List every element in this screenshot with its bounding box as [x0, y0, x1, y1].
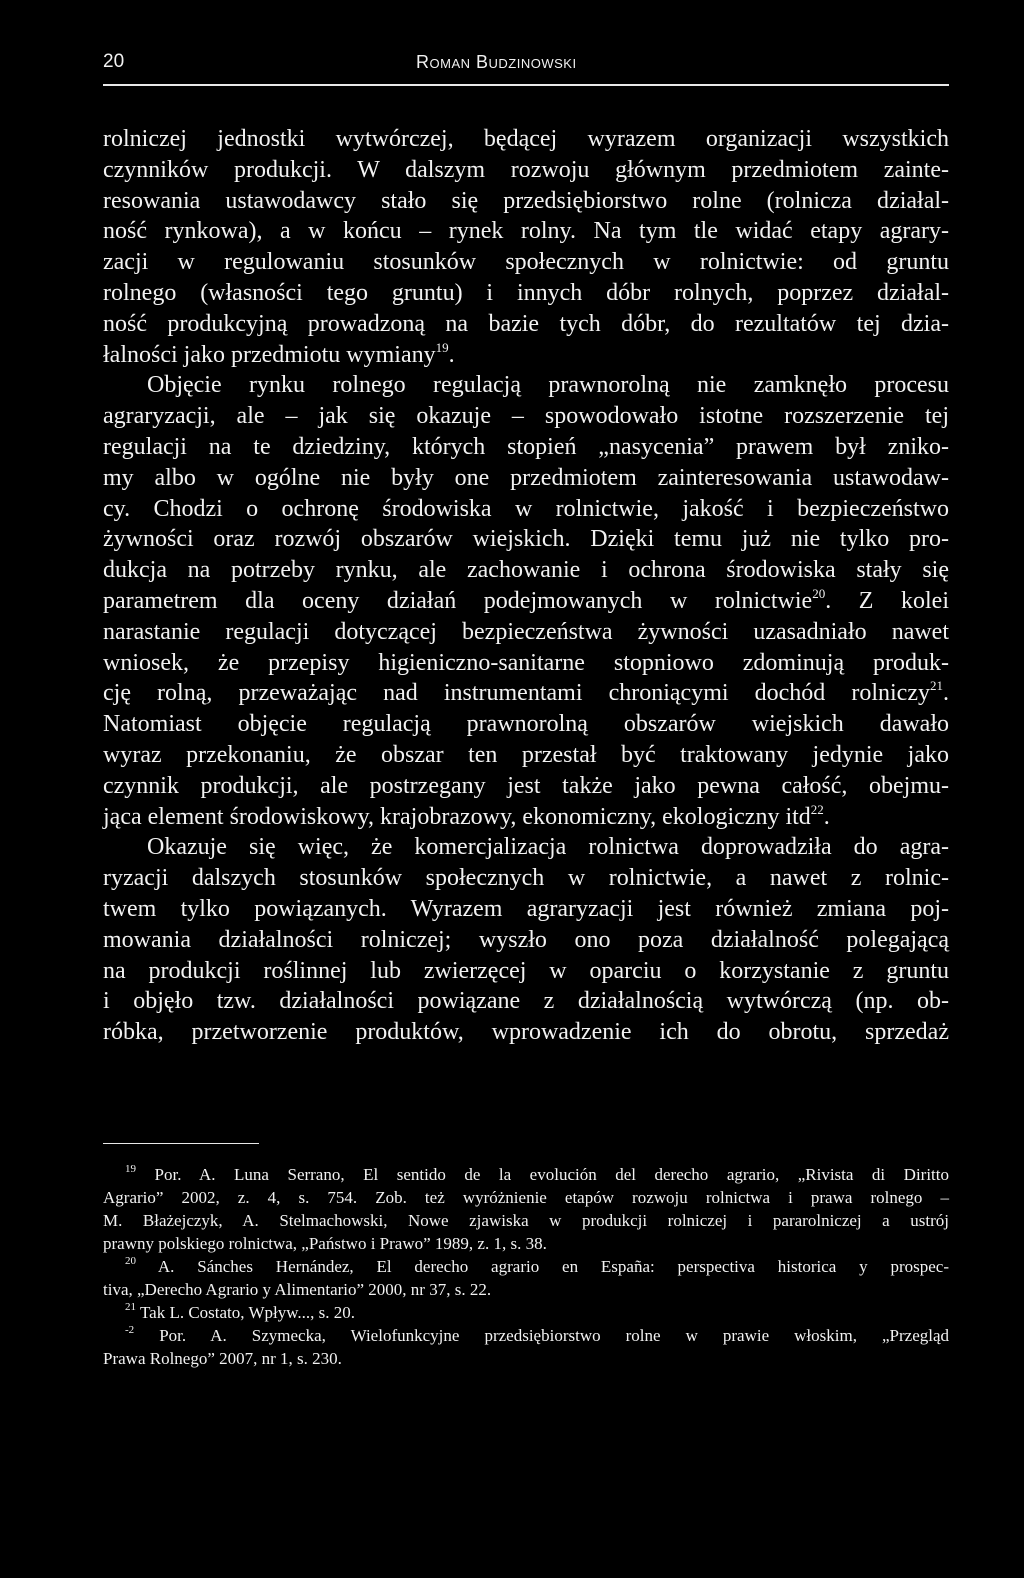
- text-line: narastanie regulacji dotyczącej bezpieczeństwa żywności uzasadniało nawet: [103, 618, 949, 645]
- text-line: Objęcie rynku rolnego regulacją prawnorolną nie zamknęło procesu: [147, 372, 949, 399]
- footnote-line: M. Błażejczyk, A. Stelmachowski, Nowe zjawiska w produkcji rolniczej i pararolniczej a ustrój: [103, 1211, 949, 1230]
- running-head-author: Roman Budzinowski: [416, 52, 577, 72]
- text-line: mowania działalności rolniczej; wyszło ono poza działalność polegającą: [103, 926, 949, 953]
- text-line: resowania ustawodawcy stało się przedsiębiorstwo rolne (rolnicza działal-: [103, 187, 949, 214]
- text-segment: .: [448, 341, 455, 368]
- text-line: cy. Chodzi o ochronę środowiska w rolnictwie, jakość i bezpieczeństwo: [103, 495, 949, 522]
- footnote-number: -2: [125, 1324, 135, 1336]
- text-line: ność rynkowa), a w końcu – rynek rolny. Na tym tle widać etapy agrary-: [103, 218, 949, 245]
- footnote-22: [103, 1324, 949, 1370]
- main-text: [103, 124, 949, 1048]
- footnote-line: [103, 1255, 949, 1278]
- footnote-ref-20: 20: [812, 585, 826, 601]
- text-line: czynnik produkcji, ale postrzegany jest także jako pewna całość, obejmu-: [103, 772, 949, 799]
- text-line: [103, 586, 949, 617]
- text-line: czynników produkcji. W dalszym rozwoju głównym przedmiotem zainte-: [103, 156, 949, 183]
- paragraph-1: [103, 124, 949, 370]
- text-line: twem tylko powiązanych. Wyrazem agraryzacji jest również zmiana poj-: [103, 895, 949, 922]
- text-segment: jąca element środowiskowy, krajobrazowy, ekonomiczny, ekologiczny itd: [103, 803, 811, 830]
- text-segment: łalności jako przedmiotu wymiany: [103, 341, 436, 368]
- page-number: 20: [103, 51, 125, 72]
- text-line: na produkcji roślinnej lub zwierzęcej w oparciu o korzystanie z gruntu: [103, 957, 949, 984]
- text-line: rolnego (własności tego gruntu) i innych dóbr rolnych, poprzez działal-: [103, 279, 949, 306]
- text-line: róbka, przetworzenie produktów, wprowadzenie ich do obrotu, sprzedaż: [103, 1019, 949, 1046]
- paragraph-2: [103, 370, 949, 832]
- text-segment: .: [823, 803, 830, 830]
- text-segment: . Z kolei: [825, 587, 949, 614]
- text-line: i objęło tzw. działalności powiązane z działalnością wytwórczą (np. ob-: [103, 988, 949, 1015]
- text-line: zacji w regulowaniu stosunków społecznych w rolnictwie: od gruntu: [103, 249, 949, 276]
- text-line: [103, 678, 949, 709]
- footnote-line: [103, 1163, 949, 1186]
- footnote-20: [103, 1255, 949, 1301]
- footnote-separator: [103, 1143, 259, 1144]
- text-segment: parametrem dla oceny działań podejmowanych w rolnictwie: [103, 587, 813, 614]
- text-segment: .: [943, 680, 949, 707]
- text-line: dukcja na potrzeby rynku, ale zachowanie i ochrona środowiska stały się: [103, 557, 949, 584]
- text-line: Natomiast objęcie regulacją prawnorolną obszarów wiejskich dawało: [103, 711, 949, 738]
- paragraph-3: [103, 832, 949, 1048]
- text-line: wyraz przekonaniu, że obszar ten przestał być traktowany jedynie jako: [103, 741, 949, 768]
- text-segment: A. Sánches Hernández, El derecho agrario en España: perspectiva historica y prospec-: [157, 1257, 950, 1276]
- footnotes: [103, 1163, 949, 1370]
- footnote-number: 21: [125, 1301, 136, 1313]
- footnote-line: tiva, „Derecho Agrario y Alimentario” 2000, nr 37, s. 22.: [103, 1280, 492, 1299]
- footnote-21: [103, 1301, 949, 1324]
- text-segment: Por. A. Luna Serrano, El sentido de la evolución del derecho agrario, „Rivista di Diritto: [154, 1165, 949, 1184]
- running-header: [103, 50, 949, 86]
- footnote-line: Agrario” 2002, z. 4, s. 754. Zob. też wyróżnienie etapów rozwoju rolnictwa i prawa rolnego –: [103, 1188, 949, 1207]
- text-line: agraryzacji, ale – jak się okazuje – spowodowało istotne rozszerzenie tej: [103, 403, 949, 430]
- text-line: żywności oraz rozwój obszarów wiejskich. Dzięki temu już nie tylko pro-: [103, 526, 949, 553]
- text-segment: Tak L. Costato, Wpływ..., s. 20.: [139, 1303, 356, 1322]
- text-line: Okazuje się więc, że komercjalizacja rolnictwa doprowadziła do agra-: [147, 834, 949, 861]
- footnote-19: [103, 1163, 949, 1255]
- text-line: [103, 340, 949, 371]
- text-line: regulacji na te dziedziny, których stopień „nasycenia” prawem był zniko-: [103, 433, 949, 460]
- footnote-ref-22: 22: [810, 801, 824, 817]
- text-line: wniosek, że przepisy higieniczno-sanitarne stopniowo zdominują produk-: [103, 649, 949, 676]
- text-line: ność produkcyjną prowadzoną na bazie tych dóbr, do rezultatów tej dzia-: [103, 310, 949, 337]
- footnote-line: [103, 1324, 949, 1347]
- text-segment: cję rolną, przeważając nad instrumentami chroniącymi dochód rolniczy: [103, 680, 930, 707]
- footnote-line: Prawa Rolnego” 2007, nr 1, s. 230.: [103, 1349, 342, 1368]
- footnote-ref-21: 21: [930, 678, 943, 694]
- footnote-line: [103, 1301, 949, 1324]
- text-line: [103, 802, 949, 833]
- footnote-number: 20: [125, 1255, 136, 1267]
- text-segment: Por. A. Szymecka, Wielofunkcyjne przedsiębiorstwo rolne w prawie włoskim, „Przegląd: [159, 1326, 950, 1345]
- footnote-line: prawny polskiego rolnictwa, „Państwo i Prawo” 1989, z. 1, s. 38.: [103, 1234, 547, 1253]
- text-line: ryzacji dalszych stosunków społecznych w rolnictwie, a nawet z rolnic-: [103, 865, 949, 892]
- footnote-number: 19: [125, 1163, 136, 1175]
- text-line: my albo w ogólne nie były one przedmiotem zainteresowania ustawodaw-: [103, 464, 949, 491]
- footnote-ref-19: 19: [435, 339, 449, 355]
- text-line: rolniczej jednostki wytwórczej, będącej wyrazem organizacji wszystkich: [103, 126, 949, 152]
